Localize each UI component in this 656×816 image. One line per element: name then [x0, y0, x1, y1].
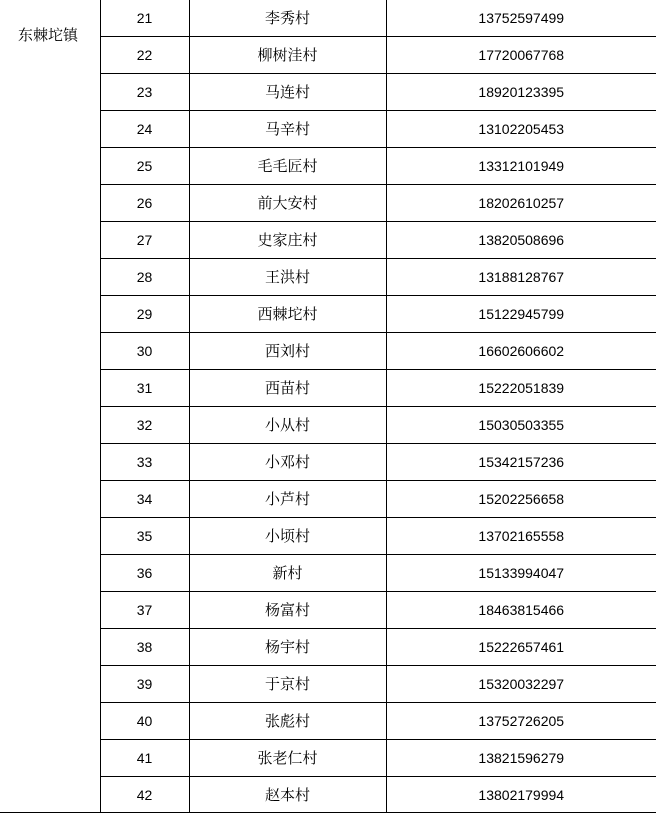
phone-number-cell: 18463815466 — [386, 592, 656, 629]
phone-number-cell: 15202256658 — [386, 481, 656, 518]
row-number-cell: 30 — [100, 333, 189, 370]
phone-number-cell: 15320032297 — [386, 666, 656, 703]
phone-number-cell: 17720067768 — [386, 37, 656, 74]
row-number-cell: 28 — [100, 259, 189, 296]
row-number-cell: 42 — [100, 777, 189, 814]
phone-number-cell: 18202610257 — [386, 185, 656, 222]
village-name-cell: 新村 — [189, 555, 386, 592]
row-number-cell: 40 — [100, 703, 189, 740]
village-name-cell: 小芦村 — [189, 481, 386, 518]
table-row — [0, 0, 656, 37]
village-name-cell: 杨宇村 — [189, 629, 386, 666]
village-name-cell: 西苗村 — [189, 370, 386, 407]
village-name-cell: 小顷村 — [189, 518, 386, 555]
village-name-cell: 张老仁村 — [189, 740, 386, 777]
village-name-cell: 赵本村 — [189, 777, 386, 814]
village-name-cell: 小从村 — [189, 407, 386, 444]
row-number-cell: 33 — [100, 444, 189, 481]
phone-number-cell: 13102205453 — [386, 111, 656, 148]
row-number-cell: 31 — [100, 370, 189, 407]
row-number-cell: 35 — [100, 518, 189, 555]
township-cell: 东棘坨镇 — [0, 0, 100, 814]
row-number-cell: 32 — [100, 407, 189, 444]
village-name-cell: 马连村 — [189, 74, 386, 111]
phone-number-cell: 15222657461 — [386, 629, 656, 666]
village-name-cell: 王洪村 — [189, 259, 386, 296]
row-number-cell: 26 — [100, 185, 189, 222]
row-number-cell: 29 — [100, 296, 189, 333]
village-name-cell: 毛毛匠村 — [189, 148, 386, 185]
row-number-cell: 23 — [100, 74, 189, 111]
phone-number-cell: 13312101949 — [386, 148, 656, 185]
phone-number-cell: 13802179994 — [386, 777, 656, 814]
village-name-cell: 于京村 — [189, 666, 386, 703]
row-number-cell: 39 — [100, 666, 189, 703]
village-name-cell: 张彪村 — [189, 703, 386, 740]
village-name-cell: 杨富村 — [189, 592, 386, 629]
phone-number-cell: 15122945799 — [386, 296, 656, 333]
phone-number-cell: 13821596279 — [386, 740, 656, 777]
village-name-cell: 史家庄村 — [189, 222, 386, 259]
phone-number-cell: 13820508696 — [386, 222, 656, 259]
phone-number-cell: 13752597499 — [386, 0, 656, 37]
row-number-cell: 36 — [100, 555, 189, 592]
row-number-cell: 22 — [100, 37, 189, 74]
phone-number-cell: 13702165558 — [386, 518, 656, 555]
row-number-cell: 34 — [100, 481, 189, 518]
table-bottom-border — [0, 812, 656, 816]
phone-number-cell: 15030503355 — [386, 407, 656, 444]
phone-number-cell: 13188128767 — [386, 259, 656, 296]
phone-number-cell: 15222051839 — [386, 370, 656, 407]
village-name-cell: 小邓村 — [189, 444, 386, 481]
row-number-cell: 38 — [100, 629, 189, 666]
village-name-cell: 柳树洼村 — [189, 37, 386, 74]
village-name-cell: 马辛村 — [189, 111, 386, 148]
phone-number-cell: 16602606602 — [386, 333, 656, 370]
row-number-cell: 41 — [100, 740, 189, 777]
row-number-cell: 21 — [100, 0, 189, 37]
row-number-cell: 24 — [100, 111, 189, 148]
phone-number-cell: 13752726205 — [386, 703, 656, 740]
village-name-cell: 前大安村 — [189, 185, 386, 222]
phone-number-cell: 15342157236 — [386, 444, 656, 481]
row-number-cell: 27 — [100, 222, 189, 259]
village-name-cell: 李秀村 — [189, 0, 386, 37]
row-number-cell: 25 — [100, 148, 189, 185]
phone-number-cell: 18920123395 — [386, 74, 656, 111]
village-name-cell: 西棘坨村 — [189, 296, 386, 333]
row-number-cell: 37 — [100, 592, 189, 629]
phone-number-cell: 15133994047 — [386, 555, 656, 592]
village-name-cell: 西刘村 — [189, 333, 386, 370]
